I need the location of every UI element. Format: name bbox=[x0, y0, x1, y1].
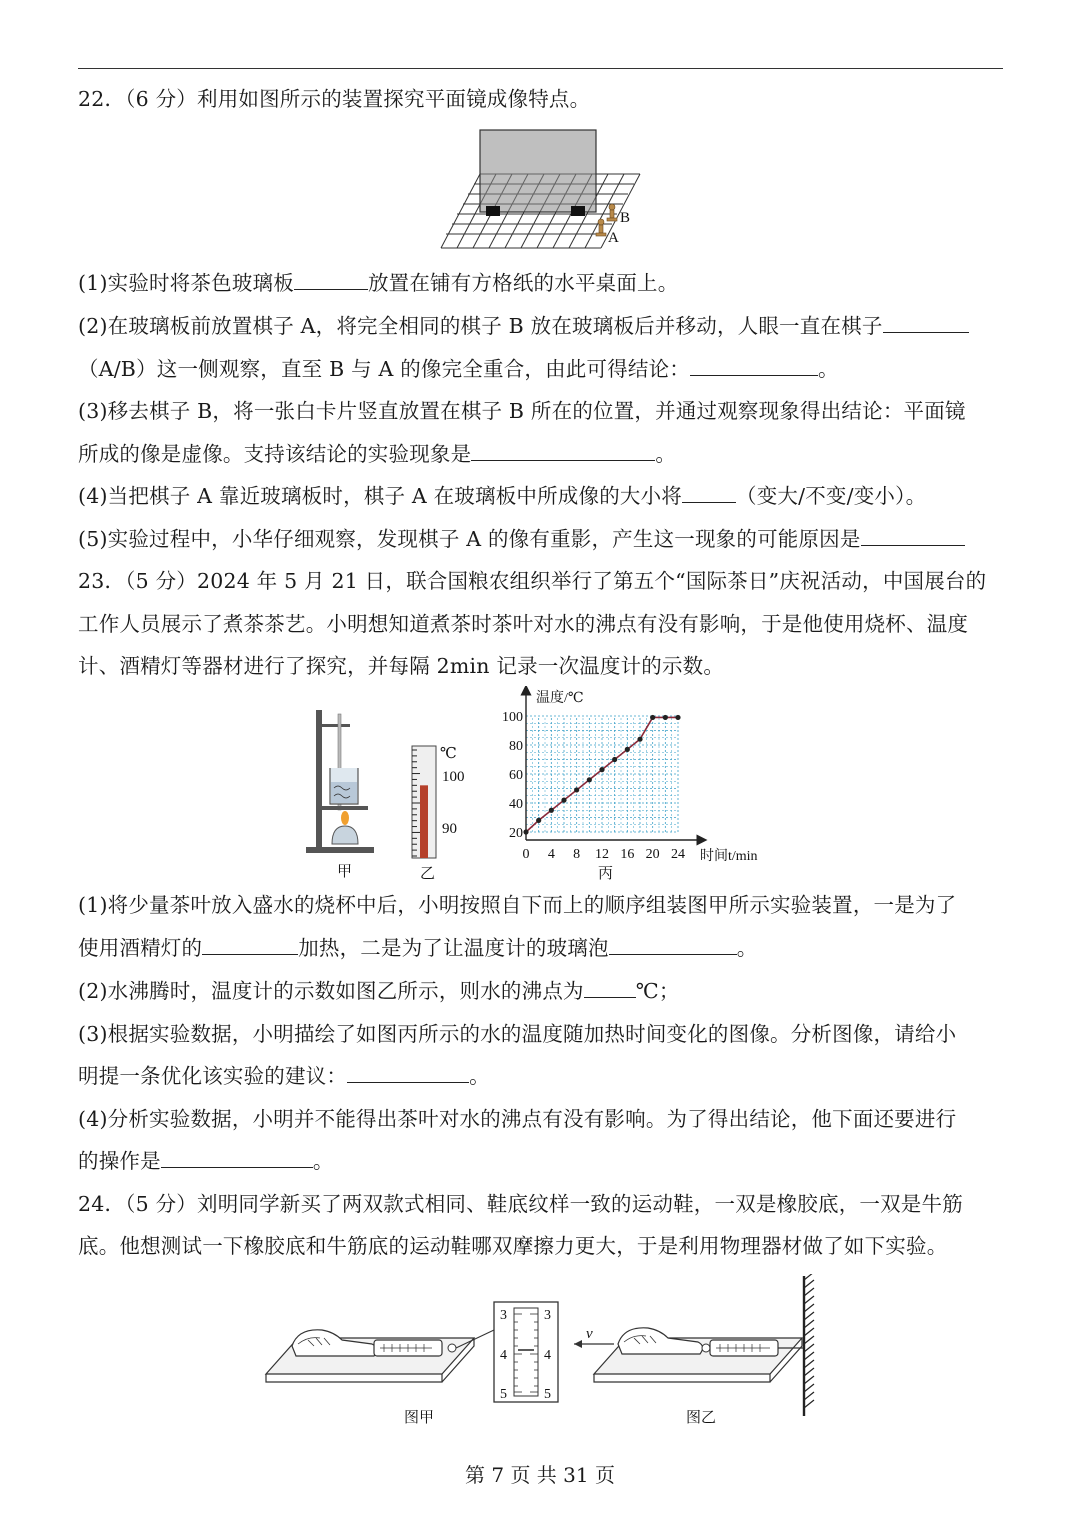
alcohol-lamp bbox=[332, 826, 358, 844]
thermo-unit: ℃ bbox=[440, 746, 457, 762]
data-point bbox=[574, 787, 579, 792]
q23-line3: 计、酒精灯等器材进行了探究，并每隔 2min 记录一次温度计的示数。 bbox=[78, 654, 725, 678]
y-tick-label: 20 bbox=[509, 826, 523, 841]
q23-blank2[interactable] bbox=[609, 934, 737, 955]
label-jia: 甲 bbox=[337, 864, 353, 880]
q22-blank5[interactable] bbox=[682, 482, 736, 503]
wall-hatch-line bbox=[804, 1344, 814, 1352]
q23-part4-b: 的操作是 bbox=[78, 1149, 161, 1173]
wall-hatch-line bbox=[804, 1352, 814, 1360]
scale-3-left: 3 bbox=[500, 1308, 507, 1323]
x-tick-label: 0 bbox=[522, 847, 530, 862]
q22-part5-a: (5)实验过程中，小华仔细观察，发现棋子 A 的像有重影，产生这一现象的可能原因是 bbox=[78, 527, 861, 551]
data-point bbox=[663, 715, 668, 720]
label-yi: 乙 bbox=[420, 866, 436, 882]
q23-part3-b: 明提一条优化该实验的建议： bbox=[78, 1064, 348, 1088]
q23-part4-line1: (4)分析实验数据，小明并不能得出茶叶对水的沸点有没有影响。为了得出结论，他下面还要进行 bbox=[78, 1107, 957, 1131]
q23-blank5[interactable] bbox=[161, 1147, 313, 1168]
stand-pole bbox=[316, 710, 322, 850]
thermo-100: 100 bbox=[442, 769, 465, 785]
q23-part2-b: ℃； bbox=[635, 979, 680, 1003]
q22-part2-b: （A/B）这一侧观察，直至 B 与 A 的像完全重合，由此可得结论： bbox=[78, 357, 691, 381]
wall-hatch-line bbox=[804, 1376, 814, 1384]
data-point bbox=[625, 747, 630, 752]
scale-5-right: 5 bbox=[544, 1387, 551, 1402]
wall-hatch-line bbox=[804, 1312, 814, 1320]
wall-hatch-line bbox=[804, 1304, 814, 1312]
wall-hatch-line bbox=[804, 1296, 814, 1304]
x-tick-label: 4 bbox=[547, 847, 555, 862]
q22-part1-b: 放置在铺有方格纸的水平桌面上。 bbox=[367, 271, 679, 295]
q23-part3-line2 bbox=[78, 1061, 490, 1091]
boiling-apparatus bbox=[300, 704, 390, 884]
wall-hatch-line bbox=[804, 1288, 814, 1296]
data-point bbox=[523, 829, 528, 834]
support-ring bbox=[320, 806, 368, 810]
chess-piece-a bbox=[596, 219, 606, 236]
q22-part3-line2 bbox=[78, 439, 676, 469]
wall-hatch-line bbox=[804, 1336, 814, 1344]
shoe-yi bbox=[618, 1328, 703, 1354]
q22-part3-b: 所成的像是虚像。支持该结论的实验现象是 bbox=[78, 442, 472, 466]
wall-hatch-line bbox=[804, 1274, 814, 1280]
q22-blank3[interactable] bbox=[690, 355, 818, 376]
chess-piece-b bbox=[607, 204, 617, 221]
q23-blank4[interactable] bbox=[347, 1062, 469, 1083]
q22-blank1[interactable] bbox=[294, 269, 368, 290]
block-right bbox=[571, 206, 585, 216]
block-left bbox=[486, 206, 500, 216]
y-tick-label: 100 bbox=[502, 710, 523, 725]
q22-part1-a: (1)实验时将茶色玻璃板 bbox=[78, 271, 294, 295]
label-fig-yi: 图乙 bbox=[686, 1410, 717, 1426]
q22-part2-line1 bbox=[78, 311, 969, 341]
q22-part2-a: (2)在玻璃板前放置棋子 A，将完全相同的棋子 B 放在玻璃板后并移动，人眼一直在棋子 bbox=[78, 314, 883, 338]
data-point bbox=[675, 715, 680, 720]
mercury-column bbox=[420, 785, 428, 858]
y-tick-labels bbox=[502, 710, 523, 841]
q23-part1-c: 加热，二是为了让温度计的玻璃泡 bbox=[298, 936, 609, 960]
label-fig-jia: 图甲 bbox=[404, 1410, 435, 1426]
wall-hatch-line bbox=[804, 1280, 814, 1288]
mirror-figure bbox=[438, 128, 648, 254]
data-point bbox=[612, 757, 617, 762]
page-footer: 第 7 页 共 31 页 bbox=[465, 1463, 615, 1487]
y-tick-label: 60 bbox=[509, 768, 523, 783]
q23-part1-line1: (1)将少量茶叶放入盛水的烧杯中后，小明按照自下而上的顺序组装图甲所示实验装置，一是为了 bbox=[78, 893, 957, 917]
y-tick-label: 40 bbox=[509, 797, 523, 812]
glass-plate bbox=[480, 130, 596, 212]
wall-hatch-line bbox=[804, 1384, 814, 1392]
q22-part2-line2 bbox=[78, 354, 839, 384]
x-tick-label: 20 bbox=[645, 847, 660, 862]
thermo-90: 90 bbox=[442, 821, 457, 837]
data-point bbox=[536, 818, 541, 823]
data-point bbox=[587, 777, 592, 782]
x-tick-label: 16 bbox=[620, 847, 635, 862]
data-point bbox=[650, 715, 655, 720]
q23-part3-c: 。 bbox=[469, 1064, 490, 1088]
q22-part3-c: 。 bbox=[655, 442, 677, 466]
data-point bbox=[637, 737, 642, 742]
q22-blank4[interactable] bbox=[471, 440, 655, 461]
friction-figure bbox=[262, 1274, 822, 1430]
wall-hatch-line bbox=[804, 1392, 814, 1400]
temperature-chart bbox=[490, 686, 780, 886]
q23-part4-c: 。 bbox=[312, 1149, 334, 1173]
flame bbox=[341, 811, 349, 825]
y-tick-label: 80 bbox=[509, 739, 523, 754]
q23-line2: 工作人员展示了煮茶茶艺。小明想知道煮茶时茶叶对水的沸点有没有影响，于是他使用烧杯、温度 bbox=[78, 612, 969, 636]
q22-blank2[interactable] bbox=[883, 312, 969, 333]
q23-part1-line2 bbox=[78, 933, 757, 963]
x-tick-label: 24 bbox=[671, 847, 685, 862]
q23-part4-line2 bbox=[78, 1146, 334, 1176]
q23-part2-a: (2)水沸腾时，温度计的示数如图乙所示，则水的沸点为 bbox=[78, 979, 584, 1003]
q24-line2: 底。他想测试一下橡胶底和牛筋底的运动鞋哪双摩擦力更大，于是利用物理器材做了如下实验。 bbox=[78, 1234, 948, 1258]
velocity-label: v bbox=[586, 1326, 593, 1342]
q23-blank1[interactable] bbox=[202, 934, 298, 955]
q23-part3-line1: (3)根据实验数据，小明描绘了如图丙所示的水的温度随加热时间变化的图像。分析图像，请给小 bbox=[78, 1022, 957, 1046]
data-point bbox=[599, 767, 604, 772]
q23-line1: 23．（5 分）2024 年 5 月 21 日，联合国粮农组织举行了第五个“国际茶日”庆祝活动，中国展台的 bbox=[78, 569, 987, 593]
stand-base bbox=[306, 847, 374, 853]
scale-4-left: 4 bbox=[500, 1348, 507, 1363]
shoe-jia bbox=[292, 1330, 377, 1356]
x-tick-labels bbox=[523, 847, 686, 862]
q22-part1 bbox=[78, 268, 678, 298]
q22-header: 22．（6 分）利用如图所示的装置探究平面镜成像特点。 bbox=[78, 87, 591, 111]
x-tick-label: 12 bbox=[595, 847, 609, 862]
data-point bbox=[549, 808, 554, 813]
wall-hatch-line bbox=[804, 1368, 814, 1376]
wall-hatch-line bbox=[804, 1320, 814, 1328]
x-tick-label: 8 bbox=[573, 847, 581, 862]
label-bing: 丙 bbox=[598, 866, 614, 882]
q22-part4-a: (4)当把棋子 A 靠近玻璃板时，棋子 A 在玻璃板中所成像的大小将 bbox=[78, 484, 683, 508]
top-rule bbox=[78, 68, 1003, 69]
chart-grid bbox=[526, 716, 678, 832]
q22-blank6[interactable] bbox=[861, 525, 965, 546]
x-axis-label: 时间t/min bbox=[700, 849, 758, 864]
scale-4-right: 4 bbox=[544, 1348, 551, 1363]
scale-5-left: 5 bbox=[500, 1387, 507, 1402]
q22-part5 bbox=[78, 524, 965, 554]
q23-part2 bbox=[78, 976, 680, 1006]
q22-part4-b: （变大/不变/变小）。 bbox=[736, 484, 927, 508]
label-b: B bbox=[620, 210, 631, 226]
thermometer-figure bbox=[402, 738, 482, 884]
q23-part1-b: 使用酒精灯的 bbox=[78, 936, 203, 960]
q23-part1-d: 。 bbox=[736, 936, 758, 960]
y-axis-label: 温度/℃ bbox=[536, 691, 584, 706]
scale-3-right: 3 bbox=[544, 1308, 551, 1323]
wall-hatch-line bbox=[804, 1328, 814, 1336]
wall-hatch-line bbox=[804, 1360, 814, 1368]
q22-part2-c: 。 bbox=[818, 357, 839, 381]
label-a: A bbox=[608, 230, 619, 246]
q23-blank3[interactable] bbox=[584, 977, 636, 998]
data-point bbox=[561, 798, 566, 803]
q24-line1: 24．（5 分）刘明同学新买了两双款式相同、鞋底纹样一致的运动鞋，一双是橡胶底，一双是牛筋 bbox=[78, 1192, 963, 1216]
q22-part3-line1: (3)移去棋子 B，将一张白卡片竖直放置在棋子 B 所在的位置，并通过观察现象得出结论：平面镜 bbox=[78, 399, 966, 423]
wall-hatch-line bbox=[804, 1400, 814, 1408]
q22-part4 bbox=[78, 481, 926, 511]
